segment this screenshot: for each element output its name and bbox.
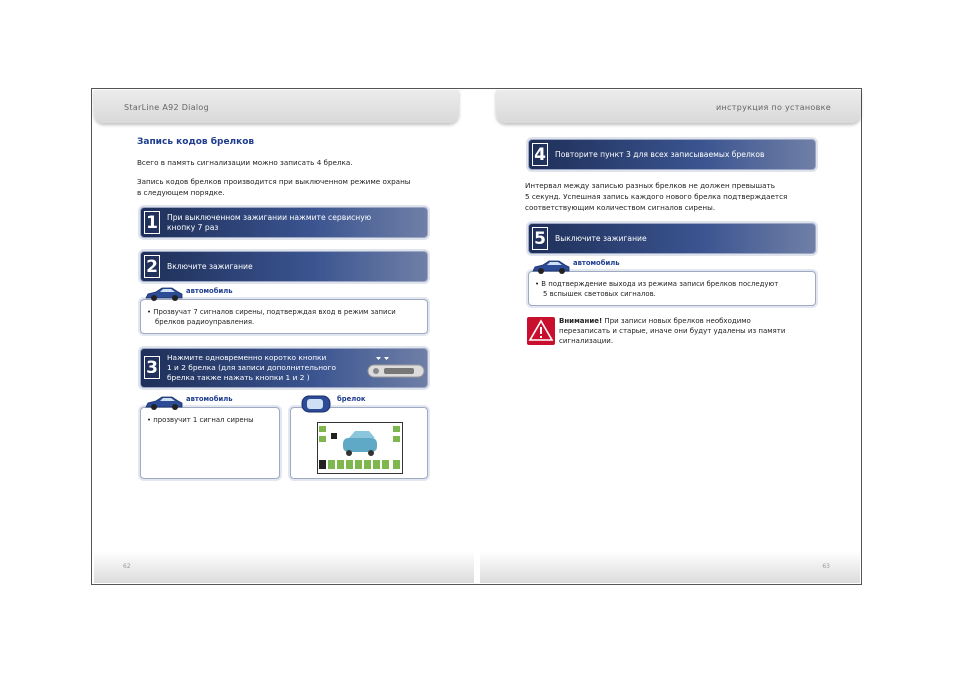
car-note-2 xyxy=(140,299,428,334)
note-label: автомобиль xyxy=(573,259,620,267)
step-number: 3 xyxy=(144,356,160,379)
left-page-number: 62 xyxy=(123,563,131,570)
step-line: кнопку 7 раз xyxy=(167,222,219,232)
fob-display-screen xyxy=(317,422,403,474)
manual-spread xyxy=(91,88,862,585)
intro-paragraph-2 xyxy=(137,176,410,198)
intro-line: Запись кодов брелков производится при выключенном режиме охраны xyxy=(137,177,411,186)
note-label: автомобиль xyxy=(186,395,233,403)
note-label: брелок xyxy=(337,395,366,403)
step-line: При выключенном зажигании нажмите сервисную xyxy=(167,212,372,222)
step-line: 1 и 2 брелка (для записи дополнительного xyxy=(167,363,336,372)
section-title: Запись кодов брелков xyxy=(137,137,255,147)
step-line: Нажмите одновременно коротко кнопки xyxy=(167,353,327,362)
warning-icon xyxy=(527,317,555,345)
bullet: • xyxy=(535,280,540,288)
step-number: 5 xyxy=(532,227,548,250)
bullet: • xyxy=(147,416,152,424)
right-header-title: инструкция по установке xyxy=(716,103,831,112)
left-header-title: StarLine A92 Dialog xyxy=(124,103,209,112)
step-number: 1 xyxy=(144,211,160,234)
warning-text xyxy=(559,316,785,346)
warning-line: сигнализации. xyxy=(559,337,614,345)
car-note-5 xyxy=(528,271,816,306)
note-text xyxy=(535,279,778,299)
note-line: 5 вспышек световых сигналов. xyxy=(543,290,656,298)
right-header xyxy=(496,90,861,123)
interval-paragraph xyxy=(525,180,787,213)
step-5-banner xyxy=(528,223,816,254)
left-header xyxy=(94,90,459,123)
step-4-banner xyxy=(528,139,816,170)
fob-note-3 xyxy=(290,407,428,479)
car-icon xyxy=(531,258,571,276)
left-footer xyxy=(94,551,474,583)
warning-bold: Внимание! xyxy=(559,317,603,325)
step-line: брелка также нажать кнопки 1 и 2 ) xyxy=(167,373,310,382)
para-line: Интервал между записью разных брелков не должен превышать xyxy=(525,181,775,190)
para-line: 5 секунд. Успешная запись каждого нового брелка подтверждается xyxy=(525,192,788,201)
note-line: В подтверждение выхода из режима записи брелков последуют xyxy=(541,280,779,288)
warning-line: перезаписать и старые, иначе они будут удалены из памяти xyxy=(559,327,786,335)
note-label: автомобиль xyxy=(186,287,233,295)
para-line: соответствующим количеством сигналов сирены. xyxy=(525,203,716,212)
warning-line: При записи новых брелков необходимо xyxy=(602,317,751,325)
intro-line: в следующем порядке. xyxy=(137,188,225,197)
note-line: брелков радиоуправления. xyxy=(155,318,255,326)
key-fob-icon xyxy=(300,394,332,414)
step-text: Повторите пункт 3 для всех записываемых брелков xyxy=(555,149,765,159)
step-3-banner xyxy=(140,348,428,388)
step-text: Выключите зажигание xyxy=(555,233,647,243)
car-icon xyxy=(144,394,184,412)
note-line: прозвучит 1 сигнал сирены xyxy=(153,416,254,424)
step-text xyxy=(167,208,371,237)
step-1-banner xyxy=(140,207,428,238)
step-2-banner xyxy=(140,251,428,282)
step-number: 2 xyxy=(144,255,160,278)
bullet: • xyxy=(147,308,152,316)
right-footer xyxy=(480,551,860,583)
step-text xyxy=(167,349,336,387)
step-number: 4 xyxy=(532,143,548,166)
step-text: Включите зажигание xyxy=(167,261,253,271)
key-fob-buttons-icon xyxy=(366,354,426,382)
intro-line: Всего в память сигнализации можно записать 4 брелка. xyxy=(137,158,353,167)
intro-paragraph-1 xyxy=(137,157,353,168)
note-text xyxy=(147,307,396,327)
right-page-number: 63 xyxy=(822,563,830,570)
note-text xyxy=(147,415,254,425)
car-note-3 xyxy=(140,407,280,479)
note-line: Прозвучат 7 сигналов сирены, подтверждая вход в режим записи xyxy=(153,308,396,316)
car-icon xyxy=(144,285,184,303)
